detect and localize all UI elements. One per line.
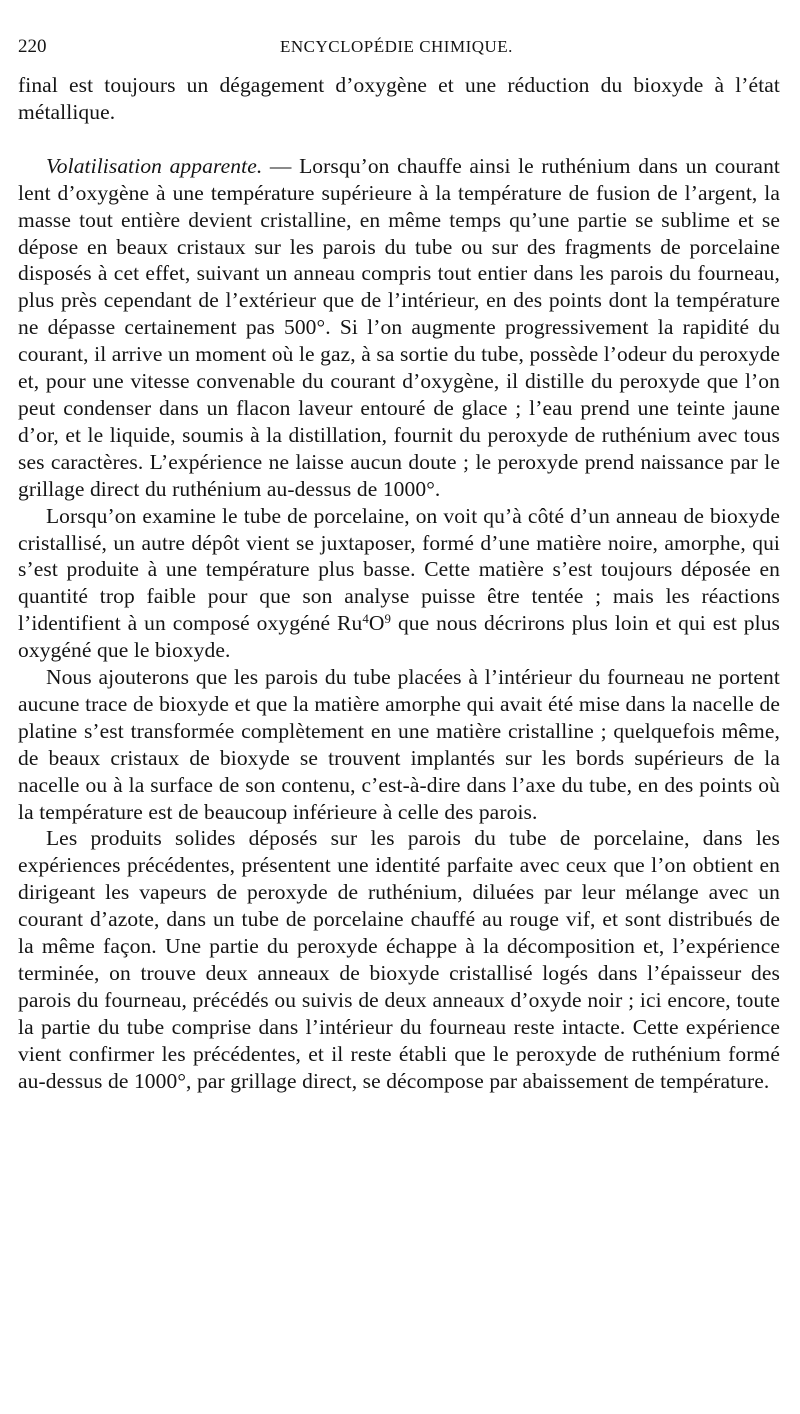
formula-superscript: 9 [384,612,392,627]
paragraph-text: final est toujours un dégagement d’oxygène et une réduction du bioxyde à l’état métallique. [18,73,780,124]
body-text [18,72,780,1095]
paragraph-text: Les produits solides déposés sur les parois du tube de porcelaine, dans les expériences précédentes, présentent une identité parfaite avec ceux que l’on obtient en dirigeant les vapeurs de peroxyde de ruthénium, diluées par leur mélange avec un courant d’azote, dans un tube de porcelaine chauffé au rouge vif, et sont distribués de la même façon. Une partie du peroxyde échappe à la décomposition et, l’expérience terminée, on trouve deux anneaux de bioxyde cristallisé logés dans l’épaisseur des parois du fourneau, précédés ou suivis de deux anneaux d’oxyde noir ; ici encore, toute la partie du tube comprise dans l’intérieur du fourneau reste intacte. Cette expérience vient confirmer les précédentes, et il reste établi que le peroxyde de ruthénium formé au-dessus de 1000°, par grillage direct, se décompose par abaissement de température. [18,826,780,1093]
section-heading: Volatilisation apparente. [45,153,263,178]
document-page [18,34,780,1095]
paragraph-tube-walls [18,664,780,825]
formula-element: O [368,611,385,636]
paragraph-text: Nous ajouterons que les parois du tube placées à l’intérieur du fourneau ne portent aucune trace de bioxyde et que la matière amorphe qui avait été mise dans la nacelle de platine s’est transformée complètement en une matière cristalline ; quelquefois même, de beaux cristaux de bioxyde se trouvent implantés sur les bords supérieurs de la nacelle ou à la surface de son contenu, c’est-à-dire dans l’axe du tube, en des points où la température est de beaucoup inférieure à celle des parois. [18,665,780,824]
paragraph-solid-products [18,825,780,1094]
page-number: 220 [18,36,47,57]
formula-superscript: 4 [362,612,369,627]
paragraph-text: — Lorsqu’on chauffe ainsi le ruthénium dans un courant lent d’oxygène à une température supérieure à la température de fusion de l’argent, la masse tout entière devient cristalline, en même temps qu’une partie se sublime et se dépose en beaux cristaux sur les parois du tube ou sur des fragments de porcelaine disposés à cet effet, suivant un anneau compris tout entier dans les parois du fourneau, plus près cependant de l’extérieur que de l’intérieur, en des points dont la température ne dépasse certainement pas 500°. Si l’on augmente progressivement la rapidité du courant, il arrive un moment où le gaz, à sa sortie du tube, possède l’odeur du peroxyde et, pour une vitesse convenable du courant d’oxygène, il distille du peroxyde que l’on peut condenser dans un flacon laveur entouré de glace ; l’eau prend une teinte jaune d’or, et le liquide, soumis à la distillation, fournit du peroxyde de ruthénium avec tous ses caractères. L’expérience ne laisse aucun doute ; le peroxyde prend naissance par le grillage direct du ruthénium au-dessus de 1000°. [18,153,780,501]
paragraph-text: Lorsqu’on examine le tube de porcelaine, on voit qu’à côté d’un anneau de bioxyde cristallisé, un autre dépôt vient se juxtaposer, formé d’une matière noire, amorphe, qui s’est produite à une température plus basse. Cette matière s’est toujours déposée en quantité trop faible pour que son analyse puisse être tentée ; mais les réactions l’identifient à un composé oxygéné Ru [18,503,780,636]
page-header [18,34,780,60]
paragraph-continuation [18,72,780,126]
paragraph-text: que nous décrirons plus loin et qui est plus oxygéné que le bioxyde. [18,611,781,663]
running-title: ENCYCLOPÉDIE CHIMIQUE. [280,37,513,56]
paragraph-volatilisation [18,153,780,503]
paragraph-tube-examination [18,503,780,664]
